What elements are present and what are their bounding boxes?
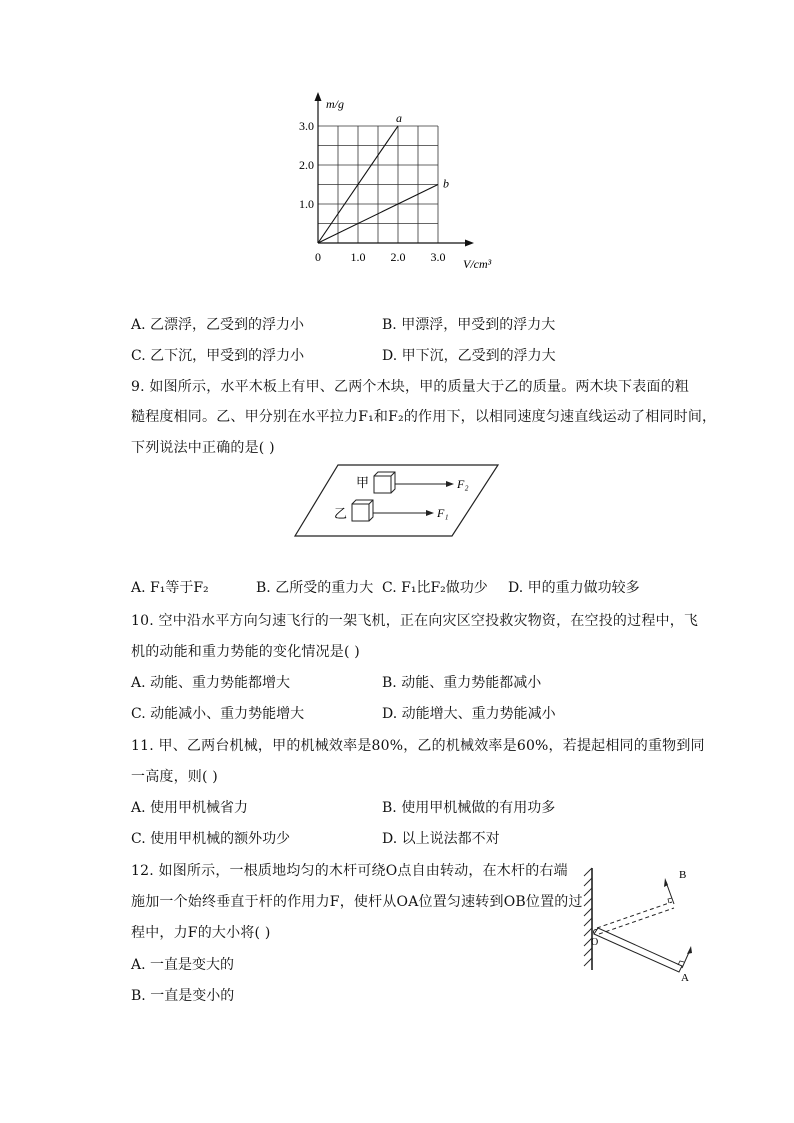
x-tick-label: 3.0	[430, 250, 446, 264]
q12-stem-line2: 施加一个始终垂直于杆的作用力F，使杆从OA位置匀速转到OB位置的过	[131, 894, 583, 910]
q9-stem-line2: 糙程度相同。乙、甲分别在水平拉力F₁和F₂的作用下，以相同速度匀速直线运动了相同时间，	[131, 409, 717, 425]
q11-option-a[interactable]: A. 使用甲机械省力	[131, 800, 249, 816]
block-yi	[352, 500, 373, 521]
label-b: B	[679, 869, 687, 881]
label-f1: F₁	[437, 506, 449, 520]
wall-hatching	[584, 868, 592, 966]
q12-option-a[interactable]: A. 一直是变大的	[131, 957, 235, 973]
chart-xlabel: V/cm³	[463, 257, 492, 271]
q9-blocks-figure	[290, 462, 505, 542]
q9-option-d[interactable]: D. 甲的重力做功较多	[508, 580, 640, 596]
y-tick-label: 1.0	[299, 197, 314, 211]
label-a: A	[681, 972, 689, 984]
series-label-b: b	[443, 176, 449, 191]
q8-option-b[interactable]: B. 甲漂浮，甲受到的浮力大	[382, 317, 556, 333]
q8-option-d[interactable]: D. 甲下沉，乙受到的浮力大	[382, 348, 556, 364]
q10-stem-line1: 10. 空中沿水平方向匀速飞行的一架飞机，正在向灾区空投救灾物资，在空投的过程中，飞	[131, 613, 699, 629]
label-f2: F₂	[457, 477, 469, 491]
rod-oa	[594, 928, 682, 972]
label-o: O	[591, 937, 599, 948]
q9-stem-line3: 下列说法中正确的是( )	[131, 440, 275, 456]
label-yi: 乙	[334, 506, 348, 521]
q10-option-c[interactable]: C. 动能减小、重力势能增大	[131, 706, 305, 722]
q12-lever-figure	[578, 858, 708, 988]
board-parallelogram	[295, 465, 498, 536]
q12-stem-line1: 12. 如图所示，一根质地均匀的木杆可绕O点自由转动，在木杆的右端	[131, 863, 568, 879]
x-tick-label: 2.0	[390, 250, 406, 264]
q12-option-b[interactable]: B. 一直是变小的	[131, 988, 235, 1004]
q10-option-d[interactable]: D. 动能增大、重力势能减小	[382, 706, 556, 722]
y-axis-arrow	[315, 92, 322, 101]
label-jia: 甲	[356, 475, 370, 490]
rod-ob-dashed	[597, 902, 674, 934]
x-axis-arrow	[465, 240, 474, 247]
block-jia	[374, 472, 395, 493]
q9-option-c[interactable]: C. F₁比F₂做功少	[382, 580, 488, 596]
q11-stem-line1: 11. 甲、乙两台机械，甲的机械效率是80%，乙的机械效率是60%，若提起相同的重物到同	[131, 738, 705, 754]
series-label-a: a	[396, 111, 402, 125]
q12-stem-line3: 程中，力F的大小将( )	[131, 925, 271, 941]
x-tick-label: 0	[315, 250, 321, 264]
chart-grid	[318, 126, 438, 243]
chart-ylabel: m/g	[326, 97, 344, 111]
q9-option-a[interactable]: A. F₁等于F₂	[131, 580, 209, 596]
q10-option-a[interactable]: A. 动能、重力势能都增大	[131, 675, 291, 691]
y-tick-label: 2.0	[299, 158, 314, 172]
q10-option-b[interactable]: B. 动能、重力势能都减小	[382, 675, 542, 691]
q11-stem-line2: 一高度，则( )	[131, 769, 218, 785]
q9-stem-line1: 9. 如图所示，水平木板上有甲、乙两个木块，甲的质量大于乙的质量。两木块下表面的粗	[131, 379, 690, 395]
q8-option-a[interactable]: A. 乙漂浮，乙受到的浮力小	[131, 317, 305, 333]
q11-option-d[interactable]: D. 以上说法都不对	[382, 831, 500, 847]
mass-volume-chart	[280, 90, 520, 280]
q8-option-c[interactable]: C. 乙下沉，甲受到的浮力小	[131, 348, 305, 364]
y-tick-label: 3.0	[299, 119, 314, 133]
q9-option-b[interactable]: B. 乙所受的重力大	[256, 580, 374, 596]
q10-stem-line2: 机的动能和重力势能的变化情况是( )	[131, 644, 360, 660]
x-tick-label: 1.0	[350, 250, 366, 264]
q11-option-c[interactable]: C. 使用甲机械的额外功少	[131, 831, 291, 847]
q11-option-b[interactable]: B. 使用甲机械做的有用功多	[382, 800, 556, 816]
